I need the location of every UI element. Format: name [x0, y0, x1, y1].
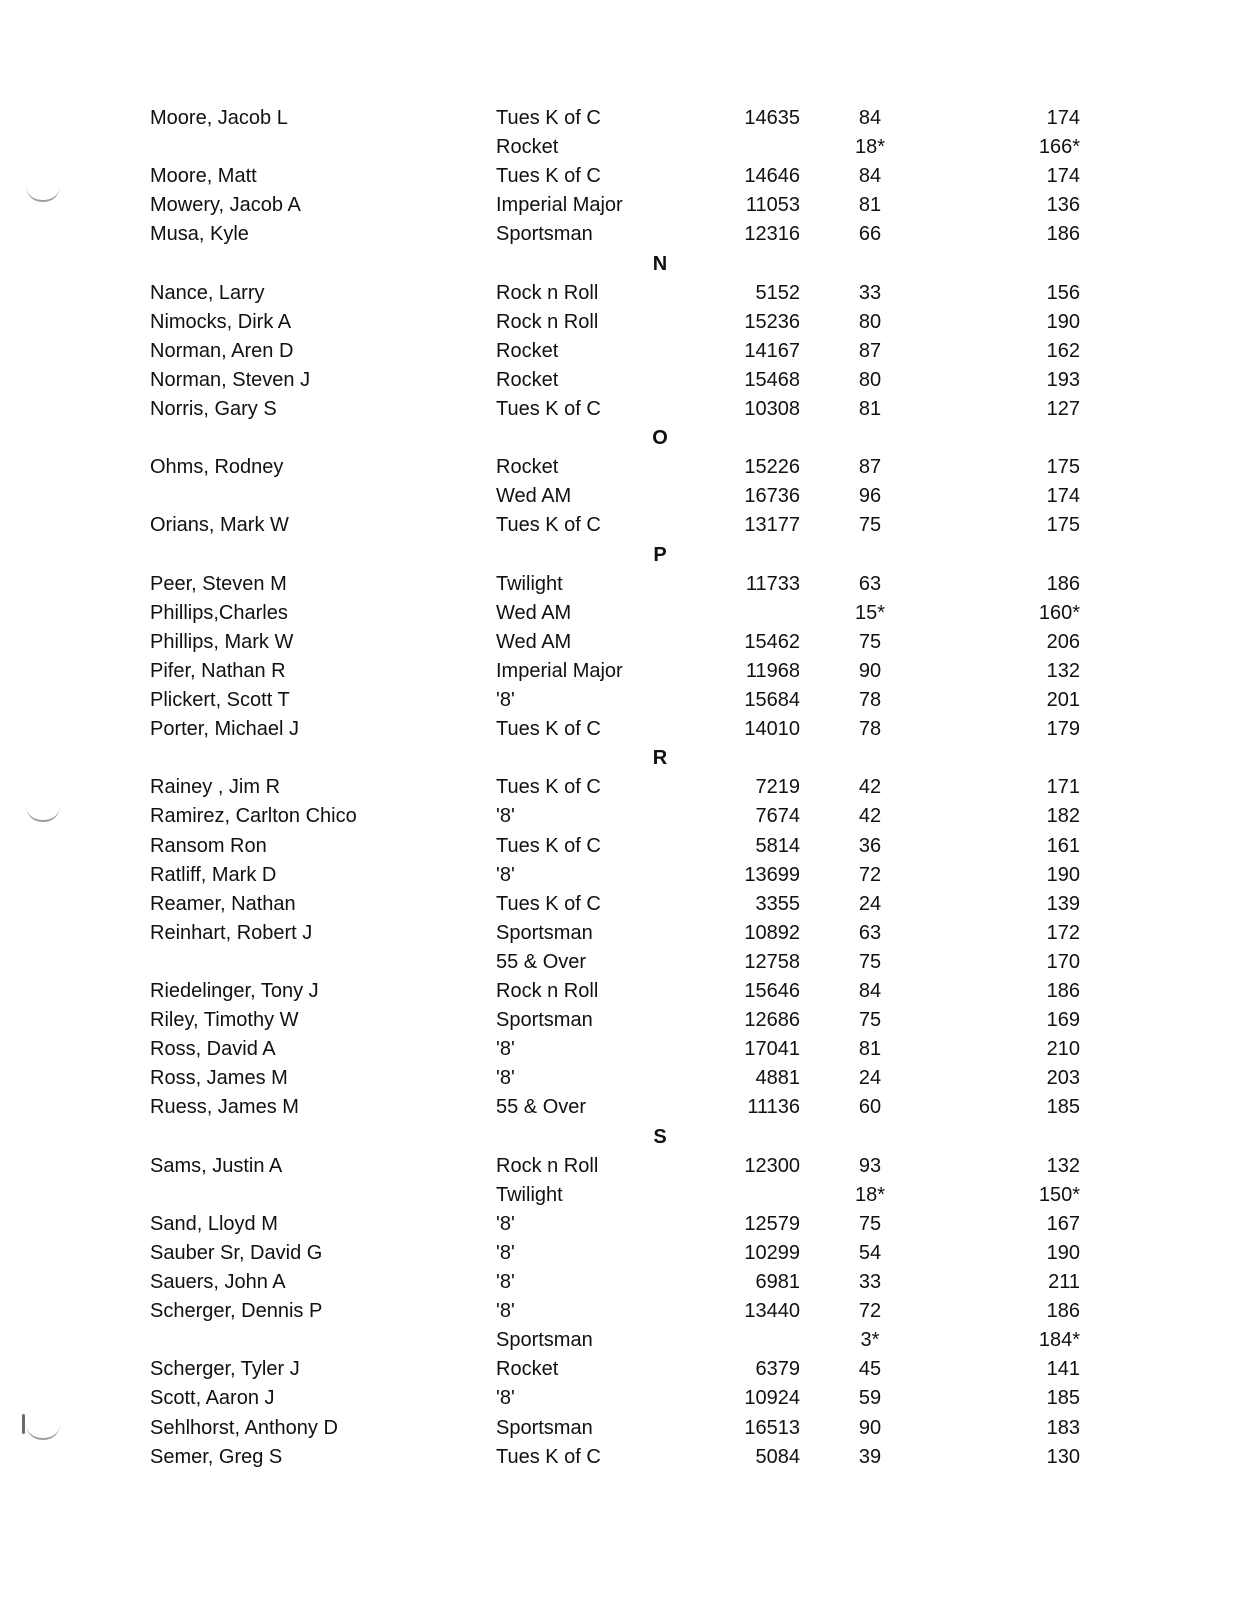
bowler-id: 15646 — [744, 980, 800, 1002]
bowler-name: Riley, Timothy W — [150, 1009, 299, 1032]
bowler-name: Ross, David A — [150, 1038, 276, 1061]
league-name: Tues K of C — [496, 398, 601, 420]
league-name: Sportsman — [496, 1009, 593, 1032]
table-row — [150, 1414, 1080, 1443]
games-count: 78 — [858, 689, 882, 711]
average-score: 186 — [1046, 223, 1080, 246]
table-row — [150, 191, 1080, 220]
bowler-id: 5814 — [755, 834, 800, 857]
league-name: Rocket — [496, 1358, 559, 1381]
table-row — [150, 1443, 1080, 1472]
average-score: 136 — [1046, 194, 1080, 217]
table-row — [150, 1297, 1080, 1326]
bowler-id: 11053 — [745, 194, 800, 217]
table-row — [150, 511, 1080, 540]
average-score: 175 — [1046, 456, 1080, 479]
table-row — [150, 802, 1080, 831]
games-count: 81 — [858, 398, 882, 420]
bowler-name: Scherger, Tyler J — [150, 1358, 300, 1381]
bowler-id: 11136 — [747, 1096, 800, 1119]
table-row — [150, 890, 1080, 919]
table-row — [150, 220, 1080, 249]
average-score: 182 — [1046, 805, 1080, 828]
average-score: 184* — [1038, 1329, 1080, 1352]
section-letter: S — [653, 1125, 667, 1148]
bowler-name: Reinhart, Robert J — [150, 921, 313, 944]
bowler-name: Phillips, Mark W — [150, 630, 294, 653]
table-row — [150, 832, 1080, 861]
bowler-id: 10924 — [744, 1387, 800, 1410]
games-count: 60 — [858, 1096, 882, 1119]
bowler-name: Sauber Sr, David G — [150, 1241, 323, 1264]
bowler-name: Ramirez, Carlton Chico — [150, 805, 357, 828]
average-score: 132 — [1046, 659, 1080, 682]
table-row — [150, 977, 1080, 1006]
table-row — [150, 133, 1080, 162]
average-score: 203 — [1046, 1067, 1080, 1090]
bowler-id: 13699 — [744, 863, 800, 886]
league-name: '8' — [496, 1241, 515, 1264]
league-name: '8' — [496, 689, 515, 711]
league-name: Wed AM — [496, 601, 572, 624]
bowler-name: Ohms, Rodney — [150, 456, 284, 479]
games-count: 18* — [854, 1183, 886, 1206]
games-count: 80 — [858, 368, 882, 391]
average-score: 186 — [1046, 980, 1080, 1002]
average-score: 185 — [1046, 1387, 1080, 1410]
bowler-id: 7219 — [755, 776, 800, 799]
average-score: 174 — [1046, 165, 1080, 188]
games-count: 72 — [858, 863, 882, 886]
bowler-name: Scott, Aaron J — [150, 1387, 275, 1410]
league-name: Sportsman — [496, 223, 593, 246]
bowler-name: Reamer, Nathan — [150, 892, 296, 915]
games-count: 18* — [854, 136, 886, 159]
bowler-name: Rainey , Jim R — [150, 776, 281, 799]
bowler-name: Porter, Michael J — [150, 718, 299, 741]
average-score: 162 — [1046, 339, 1080, 362]
bowler-id: 7674 — [755, 805, 800, 828]
average-score: 190 — [1046, 1241, 1080, 1264]
games-count: 81 — [858, 194, 882, 217]
bowler-id: 15684 — [744, 689, 800, 711]
bowler-name: Sand, Lloyd M — [150, 1212, 278, 1235]
games-count: 42 — [858, 805, 882, 828]
bowler-name: Norman, Aren D — [150, 339, 294, 362]
bowler-name: Nance, Larry — [150, 281, 265, 304]
table-row — [150, 919, 1080, 948]
average-score: 156 — [1046, 281, 1080, 304]
games-count: 84 — [858, 107, 882, 129]
league-name: Rock n Roll — [496, 281, 599, 304]
league-name: '8' — [496, 1212, 515, 1235]
league-name: Rock n Roll — [496, 1154, 599, 1177]
league-name: '8' — [496, 1038, 515, 1061]
league-name: '8' — [496, 1067, 515, 1090]
games-count: 93 — [858, 1154, 882, 1177]
games-count: 15* — [854, 601, 886, 624]
table-row — [150, 453, 1080, 482]
league-name: Rock n Roll — [496, 980, 599, 1002]
average-score: 166* — [1038, 136, 1080, 159]
games-count: 59 — [858, 1387, 882, 1410]
bowler-name: Sams, Justin A — [150, 1154, 283, 1177]
games-count: 90 — [858, 1416, 882, 1439]
bowler-id: 13440 — [744, 1300, 800, 1323]
games-count: 75 — [858, 630, 882, 653]
table-row — [150, 104, 1080, 133]
table-row — [150, 570, 1080, 599]
league-name: Rocket — [496, 136, 559, 159]
games-count: 36 — [858, 834, 882, 857]
average-score: 172 — [1046, 921, 1080, 944]
bowler-id: 10892 — [744, 921, 800, 944]
games-count: 24 — [858, 892, 882, 915]
bowler-name: Norris, Gary S — [150, 398, 277, 420]
section-letter: O — [652, 427, 668, 450]
bowler-id: 12316 — [744, 223, 800, 246]
bowler-id: 5152 — [755, 281, 800, 304]
league-name: Sportsman — [496, 921, 593, 944]
average-score: 210 — [1046, 1038, 1080, 1061]
games-count: 63 — [858, 572, 882, 595]
bowler-name: Scherger, Dennis P — [150, 1300, 323, 1323]
bowler-name: Ratliff, Mark D — [150, 863, 277, 886]
table-row — [150, 1093, 1080, 1122]
table-row — [150, 1355, 1080, 1384]
average-score: 211 — [1048, 1271, 1080, 1293]
bowler-id: 15236 — [744, 310, 800, 333]
league-name: Twilight — [496, 572, 563, 595]
average-score: 174 — [1046, 107, 1080, 129]
bowler-name: Ruess, James M — [150, 1096, 299, 1119]
games-count: 75 — [858, 514, 882, 537]
bowler-name: Sehlhorst, Anthony D — [150, 1416, 338, 1439]
table-row — [150, 628, 1080, 657]
bowler-id: 3355 — [755, 892, 800, 915]
table-row — [150, 1064, 1080, 1093]
average-score: 190 — [1046, 863, 1080, 886]
bowler-name: Semer, Greg S — [150, 1445, 283, 1468]
bowler-id: 11733 — [745, 572, 800, 595]
table-row — [150, 948, 1080, 977]
average-score: 167 — [1046, 1212, 1080, 1235]
league-name: Sportsman — [496, 1416, 593, 1439]
table-row — [150, 1326, 1080, 1355]
league-name: Rock n Roll — [496, 310, 599, 333]
bowler-name: Mowery, Jacob A — [150, 194, 301, 217]
average-score: 150* — [1038, 1183, 1080, 1206]
bowler-id: 11968 — [745, 659, 800, 682]
bowler-name: Pifer, Nathan R — [150, 659, 286, 682]
league-name: '8' — [496, 1387, 515, 1410]
average-score: 193 — [1046, 368, 1080, 391]
bowler-id: 12300 — [744, 1154, 800, 1177]
section-letter: R — [652, 747, 668, 770]
bowler-id: 14646 — [744, 165, 800, 188]
league-name: Tues K of C — [496, 776, 601, 799]
league-name: '8' — [496, 805, 515, 828]
table-row — [150, 1384, 1080, 1413]
games-count: 87 — [858, 456, 882, 479]
games-count: 33 — [858, 281, 882, 304]
bowler-id: 17041 — [744, 1038, 800, 1061]
table-row — [150, 279, 1080, 308]
games-count: 42 — [858, 776, 882, 799]
section-letter: N — [652, 252, 668, 275]
average-score: 185 — [1046, 1096, 1080, 1119]
games-count: 63 — [858, 921, 882, 944]
league-name: Wed AM — [496, 485, 572, 508]
section-letter-row — [150, 744, 1080, 773]
bowler-name: Ransom Ron — [150, 834, 267, 857]
games-count: 72 — [858, 1300, 882, 1323]
games-count: 96 — [858, 485, 882, 508]
games-count: 81 — [858, 1038, 882, 1061]
bowler-name: Norman, Steven J — [150, 368, 311, 391]
league-name: Twilight — [496, 1183, 563, 1206]
bowler-id: 5084 — [755, 1445, 800, 1468]
games-count: 75 — [858, 1009, 882, 1032]
bowler-name: Plickert, Scott T — [150, 689, 290, 711]
league-name: Tues K of C — [496, 107, 601, 129]
league-name: Wed AM — [496, 630, 572, 653]
bowler-id: 16736 — [744, 485, 800, 508]
league-name: Tues K of C — [496, 514, 601, 537]
bowler-name: Phillips,Charles — [150, 601, 288, 624]
league-name: Imperial Major — [496, 659, 623, 682]
league-name: Tues K of C — [496, 165, 601, 188]
section-letter-row — [150, 1123, 1080, 1152]
league-name: 55 & Over — [496, 1096, 587, 1119]
average-score: 141 — [1046, 1358, 1080, 1381]
bowler-id: 14635 — [744, 107, 800, 129]
league-name: 55 & Over — [496, 950, 587, 973]
bowler-id: 12758 — [744, 950, 800, 973]
section-letter-row — [150, 541, 1080, 570]
games-count: 84 — [858, 980, 882, 1002]
average-score: 201 — [1046, 689, 1080, 711]
bowler-id: 15468 — [744, 368, 800, 391]
games-count: 39 — [858, 1445, 882, 1468]
section-letter: P — [653, 543, 667, 566]
average-score: 139 — [1046, 892, 1080, 915]
games-count: 84 — [858, 165, 882, 188]
table-row — [150, 482, 1080, 511]
league-name: Imperial Major — [496, 194, 623, 217]
bowler-id: 12686 — [744, 1009, 800, 1032]
table-row — [150, 162, 1080, 191]
games-count: 90 — [858, 659, 882, 682]
average-score: 186 — [1046, 1300, 1080, 1323]
table-row — [150, 1268, 1080, 1297]
table-row — [150, 1035, 1080, 1064]
bowler-id: 10308 — [744, 398, 800, 420]
table-row — [150, 1210, 1080, 1239]
bowler-id: 4881 — [755, 1067, 800, 1090]
table-row — [150, 657, 1080, 686]
average-score: 190 — [1046, 310, 1080, 333]
section-letter-row — [150, 424, 1080, 453]
league-name: Rocket — [496, 456, 559, 479]
bowler-id: 14167 — [744, 339, 800, 362]
league-name: Tues K of C — [496, 834, 601, 857]
games-count: 75 — [858, 1212, 882, 1235]
bowler-id: 13177 — [744, 514, 800, 537]
table-row — [150, 1152, 1080, 1181]
average-score: 161 — [1046, 834, 1080, 857]
average-score: 170 — [1046, 950, 1080, 973]
average-score: 132 — [1046, 1154, 1080, 1177]
league-name: Tues K of C — [496, 718, 601, 741]
bowler-id: 15462 — [744, 630, 800, 653]
bowler-id: 16513 — [744, 1416, 800, 1439]
table-row — [150, 599, 1080, 628]
table-row — [150, 337, 1080, 366]
average-score: 127 — [1046, 398, 1080, 420]
bowler-id: 14010 — [744, 718, 800, 741]
games-count: 33 — [858, 1271, 882, 1293]
league-name: Tues K of C — [496, 892, 601, 915]
bowler-id: 12579 — [744, 1212, 800, 1235]
bowler-name: Nimocks, Dirk A — [150, 310, 292, 333]
games-count: 45 — [858, 1358, 882, 1381]
average-score: 186 — [1046, 572, 1080, 595]
table-row — [150, 366, 1080, 395]
league-name: Sportsman — [496, 1329, 593, 1352]
average-score: 169 — [1046, 1009, 1080, 1032]
bowler-id: 10299 — [744, 1241, 800, 1264]
bowler-name: Orians, Mark W — [150, 514, 289, 537]
bowler-id: 15226 — [744, 456, 800, 479]
bowler-name: Ross, James M — [150, 1067, 288, 1090]
bowler-name: Moore, Matt — [150, 165, 257, 188]
league-name: Tues K of C — [496, 1445, 601, 1468]
bowler-name: Moore, Jacob L — [150, 107, 288, 129]
average-score: 174 — [1046, 485, 1080, 508]
table-row — [150, 1239, 1080, 1268]
average-score: 179 — [1046, 718, 1080, 741]
table-row — [150, 773, 1080, 802]
games-count: 78 — [858, 718, 882, 741]
league-name: '8' — [496, 1271, 515, 1293]
section-letter-row — [150, 250, 1080, 279]
table-row — [150, 1006, 1080, 1035]
bowler-name: Musa, Kyle — [150, 223, 249, 246]
games-count: 66 — [858, 223, 882, 246]
league-name: '8' — [496, 1300, 515, 1323]
table-row — [150, 861, 1080, 890]
average-score: 175 — [1046, 514, 1080, 537]
average-score: 206 — [1046, 630, 1080, 653]
table-row — [150, 395, 1080, 424]
games-count: 3* — [860, 1329, 880, 1352]
average-score: 130 — [1046, 1445, 1080, 1468]
average-score: 160* — [1038, 601, 1080, 624]
average-score: 171 — [1046, 776, 1080, 799]
games-count: 80 — [858, 310, 882, 333]
bowler-id: 6981 — [755, 1271, 800, 1293]
games-count: 87 — [858, 339, 882, 362]
average-score: 183 — [1046, 1416, 1080, 1439]
bowler-name: Peer, Steven M — [150, 572, 287, 595]
table-row — [150, 686, 1080, 715]
bowler-name: Sauers, John A — [150, 1271, 286, 1293]
table-row — [150, 715, 1080, 744]
bowler-id: 6379 — [755, 1358, 800, 1381]
games-count: 75 — [858, 950, 882, 973]
games-count: 54 — [858, 1241, 882, 1264]
league-name: '8' — [496, 863, 515, 886]
games-count: 24 — [858, 1067, 882, 1090]
league-name: Rocket — [496, 339, 559, 362]
bowler-name: Riedelinger, Tony J — [150, 980, 319, 1002]
league-name: Rocket — [496, 368, 559, 391]
table-row — [150, 1181, 1080, 1210]
table-row — [150, 308, 1080, 337]
